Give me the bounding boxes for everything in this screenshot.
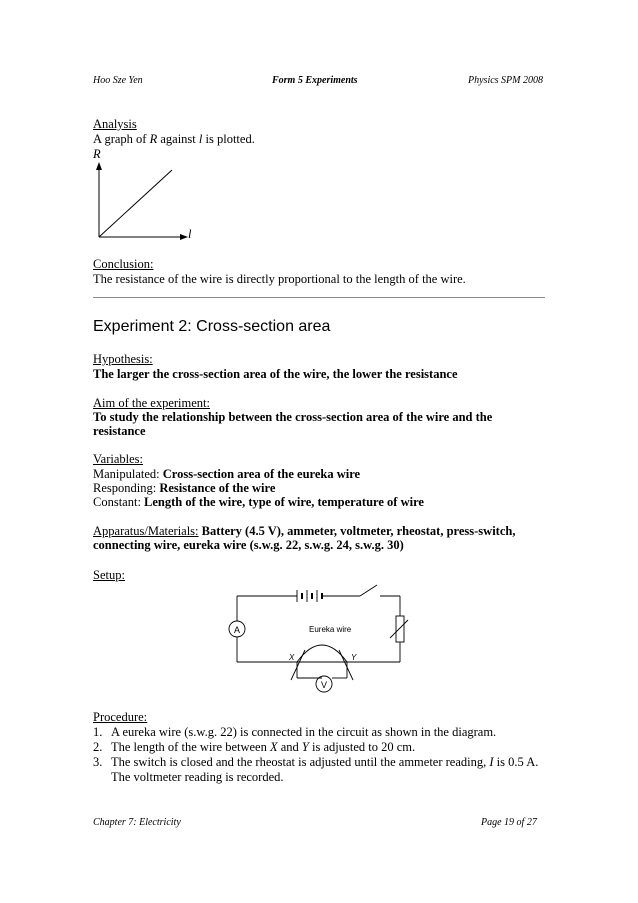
r-vs-l-graph [90, 160, 200, 245]
procedure-heading: Procedure: [93, 710, 148, 724]
apparatus-line-1: Apparatus/Materials: Battery (4.5 V), ammeter, voltmeter, rheostat, press-switch, [93, 524, 516, 538]
y-axis-arrow [96, 162, 102, 170]
variables-heading: Variables: [93, 452, 143, 466]
conclusion-text: The resistance of the wire is directly proportional to the length of the wire. [93, 272, 466, 286]
variable-constant: Constant: Length of the wire, type of wire, temperature of wire [93, 495, 424, 509]
hypothesis-text: The larger the cross-section area of the wire, the lower the resistance [93, 367, 458, 381]
header-author: Hoo Sze Yen [93, 75, 143, 86]
circuit-diagram [225, 580, 415, 695]
conclusion-heading: Conclusion: [93, 257, 154, 271]
point-y-label: Y [351, 653, 357, 662]
experiment-title: Experiment 2: Cross-section area [93, 318, 331, 335]
header-title: Form 5 Experiments [272, 75, 358, 86]
aim-line-2: resistance [93, 424, 146, 438]
procedure-step-3-cont: The voltmeter reading is recorded. [111, 770, 284, 784]
graph-x-label: l [188, 227, 192, 241]
apparatus-line-2: connecting wire, eureka wire (s.w.g. 22, s.w.g. 24, s.w.g. 30) [93, 538, 404, 552]
ammeter-label: A [233, 625, 241, 635]
header-subject: Physics SPM 2008 [468, 75, 543, 86]
setup-heading: Setup: [93, 568, 125, 582]
footer-page: Page 19 of 27 [481, 817, 537, 828]
procedure-step-3: 3. The switch is closed and the rheostat is adjusted until the ammeter reading, I is 0.5 A. [93, 755, 539, 769]
eureka-wire-label: Eureka wire [309, 625, 352, 634]
aim-line-1: To study the relationship between the cross-section area of the wire and the [93, 410, 493, 424]
point-x-label: X [289, 653, 295, 662]
hypothesis-heading: Hypothesis: [93, 352, 153, 366]
variable-manipulated: Manipulated: Cross-section area of the eureka wire [93, 467, 361, 481]
aim-heading: Aim of the experiment: [93, 396, 210, 410]
voltmeter-label: V [320, 680, 328, 690]
analysis-heading: Analysis [93, 117, 137, 131]
procedure-step-2: 2. The length of the wire between X and Y is adjusted to 20 cm. [93, 740, 416, 754]
voltmeter-lead-arc [297, 645, 347, 678]
switch [360, 585, 377, 596]
procedure-step-1: 1. A eureka wire (s.w.g. 22) is connected in the circuit as shown in the diagram. [93, 725, 497, 739]
proportional-line [99, 170, 172, 237]
section-divider [93, 297, 545, 298]
graph-y-label: R [93, 147, 101, 161]
variable-responding: Responding: Resistance of the wire [93, 481, 276, 495]
rheostat-arrow [390, 620, 408, 638]
x-axis-arrow [180, 234, 188, 240]
analysis-text: A graph of R against l is plotted. [93, 132, 255, 146]
footer-chapter: Chapter 7: Electricity [93, 817, 181, 828]
rheostat-body [396, 616, 404, 642]
